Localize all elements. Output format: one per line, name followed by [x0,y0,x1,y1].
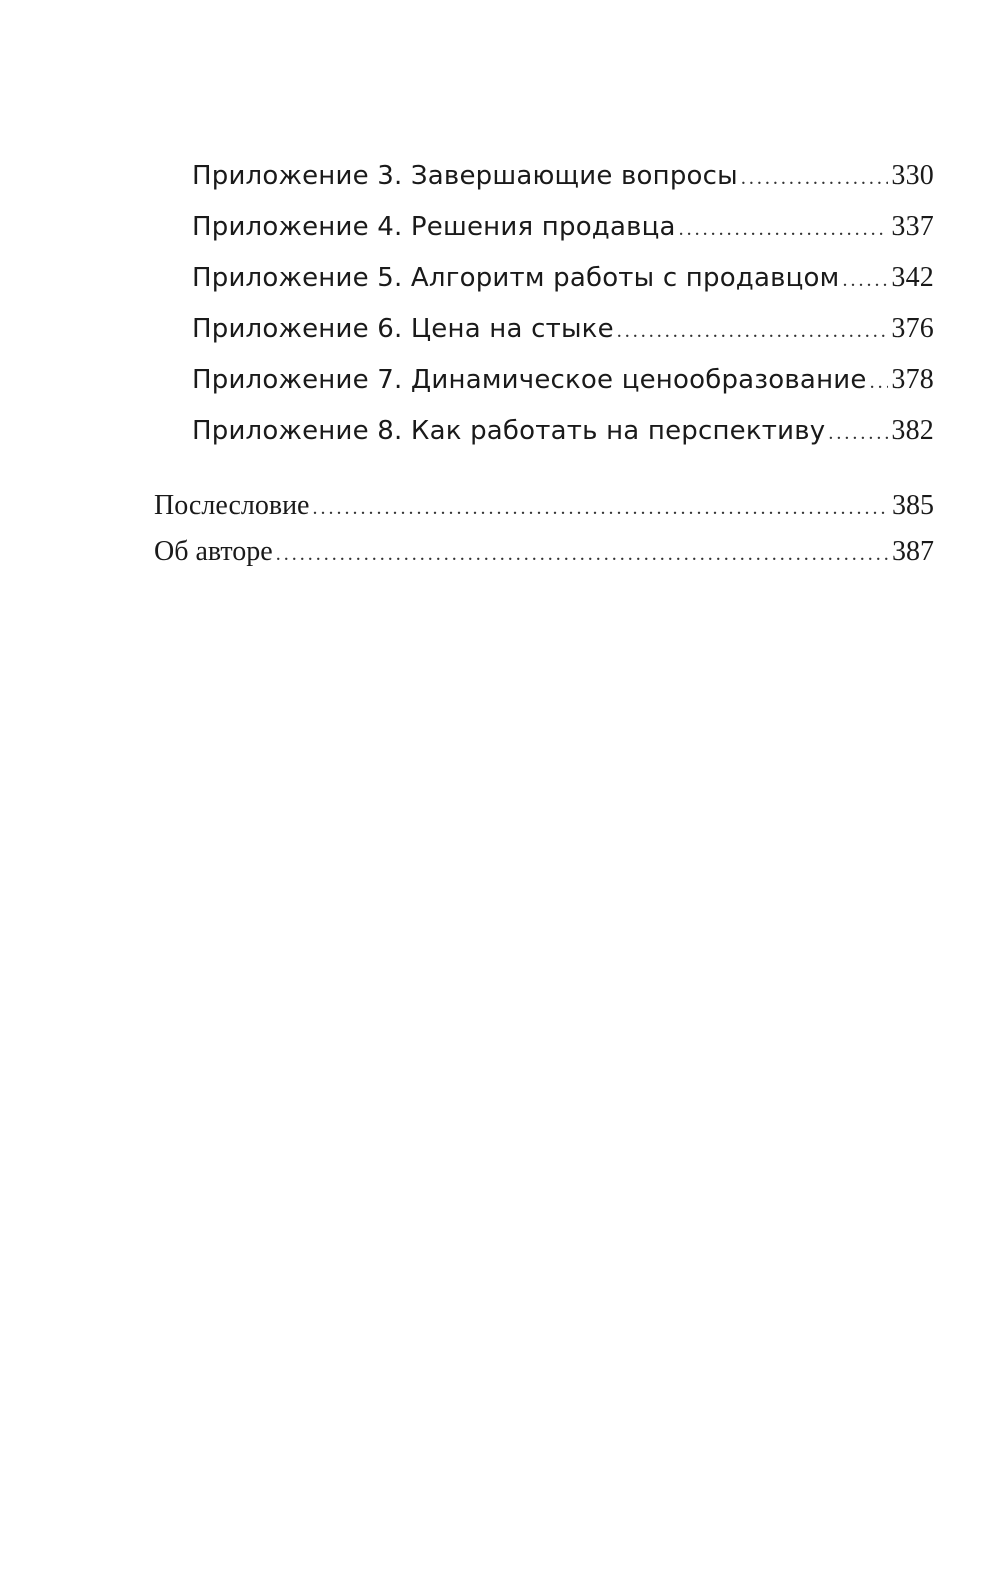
toc-entry-title: Приложение 3. Завершающие вопросы [192,161,738,191]
toc-entry-page: 378 [891,364,934,395]
toc-entry-about-author [154,536,934,568]
toc-entry-page: 337 [891,211,934,242]
toc-entry-appendix-3 [192,160,934,192]
toc-entry-title: Приложение 7. Динамическое ценообразование [192,365,867,395]
toc-entry-page: 385 [892,490,934,521]
dot-leader [312,497,889,520]
dot-leader [870,371,889,394]
toc-entry-title: Приложение 8. Как работать на перспективу [192,416,826,446]
dot-leader [828,422,888,445]
dot-leader [617,320,889,343]
toc-entry-title: Об авторе [154,536,273,567]
toc-entry-title: Приложение 6. Цена на стыке [192,314,614,344]
toc-entry-title: Приложение 5. Алгоритм работы с продавцом [192,263,840,293]
toc-entry-page: 387 [892,536,934,567]
toc-entry-appendix-6 [192,313,934,345]
dot-leader [741,167,889,190]
toc-entry-appendix-4 [192,211,934,243]
dot-leader [842,269,888,292]
toc-entry-title: Послесловие [154,490,310,521]
toc-entry-page: 376 [891,313,934,344]
toc-entry-page: 382 [891,415,934,446]
toc-entry-title: Приложение 4. Решения продавца [192,212,676,242]
toc-entry-appendix-8 [192,415,934,447]
toc-entry-appendix-5 [192,262,934,294]
dot-leader [276,543,889,566]
toc-entry-afterword [154,490,934,522]
dot-leader [679,218,889,241]
toc-entry-page: 330 [891,160,934,191]
toc-entry-page: 342 [891,262,934,293]
toc-entry-appendix-7 [192,364,934,396]
